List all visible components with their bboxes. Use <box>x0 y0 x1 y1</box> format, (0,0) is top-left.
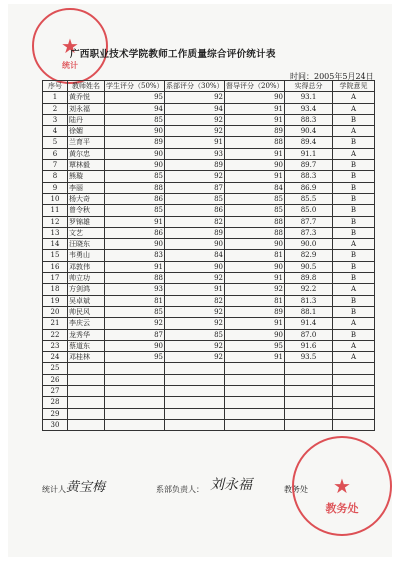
supervisor-score: 92 <box>225 284 285 295</box>
table-row <box>43 306 375 317</box>
star-icon: ★ <box>61 34 79 58</box>
college-opinion <box>333 386 375 397</box>
student-score <box>105 397 165 408</box>
dept-score: 92 <box>165 340 225 351</box>
teacher-name: 兰育平 <box>68 137 105 148</box>
supervisor-score: 85 <box>225 193 285 204</box>
total-score <box>285 374 333 385</box>
student-score: 94 <box>105 103 165 114</box>
teacher-name: 黄乔悦 <box>68 92 105 103</box>
supervisor-score: 88 <box>225 216 285 227</box>
college-opinion: A <box>333 239 375 250</box>
student-score: 90 <box>105 160 165 171</box>
college-opinion <box>333 363 375 374</box>
student-score: 85 <box>105 114 165 125</box>
dept-score <box>165 397 225 408</box>
document-page <box>8 4 392 557</box>
table-row <box>43 419 375 430</box>
student-score: 86 <box>105 193 165 204</box>
college-opinion: A <box>333 284 375 295</box>
dept-score: 92 <box>165 171 225 182</box>
table-row <box>43 193 375 204</box>
total-score: 90.4 <box>285 126 333 137</box>
row-number: 18 <box>43 284 68 295</box>
supervisor-score: 81 <box>225 250 285 261</box>
teacher-name: 邓敦伟 <box>68 261 105 272</box>
row-number: 23 <box>43 340 68 351</box>
header-supervisor-score: 督导评分（20%） <box>226 82 284 90</box>
dept-score: 84 <box>165 250 225 261</box>
college-opinion: B <box>333 273 375 284</box>
table-header-row <box>43 81 375 92</box>
dept-score: 92 <box>165 126 225 137</box>
dept-score: 86 <box>165 205 225 216</box>
teacher-name: 刘永福 <box>68 103 105 114</box>
teacher-name <box>68 397 105 408</box>
college-opinion: B <box>333 205 375 216</box>
college-opinion <box>333 419 375 430</box>
teacher-name: 汪晓东 <box>68 239 105 250</box>
total-score: 93.5 <box>285 352 333 363</box>
total-score: 87.3 <box>285 227 333 238</box>
student-score <box>105 374 165 385</box>
row-number: 10 <box>43 193 68 204</box>
table-row <box>43 250 375 261</box>
total-score: 89.4 <box>285 137 333 148</box>
table-row <box>43 340 375 351</box>
supervisor-score <box>225 374 285 385</box>
dept-score: 85 <box>165 329 225 340</box>
document-date: 时间：2005年5月24日 <box>290 72 374 81</box>
college-opinion: B <box>333 171 375 182</box>
dept-score: 93 <box>165 148 225 159</box>
teacher-name: 杨大奇 <box>68 193 105 204</box>
student-score: 83 <box>105 250 165 261</box>
college-opinion: A <box>333 103 375 114</box>
college-opinion: A <box>333 352 375 363</box>
student-score <box>105 363 165 374</box>
supervisor-score <box>225 397 285 408</box>
star-icon: ★ <box>333 474 351 498</box>
student-score: 90 <box>105 340 165 351</box>
table-row <box>43 363 375 374</box>
supervisor-score: 81 <box>225 295 285 306</box>
row-number: 8 <box>43 171 68 182</box>
table-row <box>43 216 375 227</box>
row-number: 28 <box>43 397 68 408</box>
supervisor-score: 89 <box>225 306 285 317</box>
teacher-name: 方剑鸿 <box>68 284 105 295</box>
college-opinion: A <box>333 126 375 137</box>
college-opinion: B <box>333 250 375 261</box>
supervisor-score: 91 <box>225 114 285 125</box>
total-score: 81.3 <box>285 295 333 306</box>
row-number: 4 <box>43 126 68 137</box>
seal-top-label: 统计 <box>62 61 78 70</box>
college-opinion <box>333 408 375 419</box>
dept-score: 92 <box>165 114 225 125</box>
table-row <box>43 273 375 284</box>
supervisor-score: 91 <box>225 148 285 159</box>
student-score: 85 <box>105 205 165 216</box>
dept-score: 91 <box>165 137 225 148</box>
row-number: 17 <box>43 273 68 284</box>
total-score: 85.0 <box>285 205 333 216</box>
dept-score: 87 <box>165 182 225 193</box>
total-score: 85.5 <box>285 193 333 204</box>
total-score: 88.1 <box>285 306 333 317</box>
header-total: 实得总分 <box>285 81 333 92</box>
student-score: 85 <box>105 171 165 182</box>
row-number: 20 <box>43 306 68 317</box>
supervisor-score: 90 <box>225 261 285 272</box>
college-opinion <box>333 397 375 408</box>
total-score <box>285 397 333 408</box>
dept-score: 90 <box>165 239 225 250</box>
table-row <box>43 160 375 171</box>
row-number: 24 <box>43 352 68 363</box>
table-row <box>43 239 375 250</box>
row-number: 1 <box>43 92 68 103</box>
total-score: 91.6 <box>285 340 333 351</box>
header-opinion: 学院意见 <box>333 81 375 92</box>
supervisor-score: 90 <box>225 329 285 340</box>
dept-score: 92 <box>165 92 225 103</box>
dept-score: 92 <box>165 352 225 363</box>
supervisor-score: 90 <box>225 92 285 103</box>
row-number: 30 <box>43 419 68 430</box>
row-number: 21 <box>43 318 68 329</box>
teacher-name: 罗锦雄 <box>68 216 105 227</box>
header-dept-score: 系部评分（30%） <box>166 82 224 90</box>
row-number: 5 <box>43 137 68 148</box>
college-opinion: B <box>333 329 375 340</box>
table-row <box>43 374 375 385</box>
stat-label: 统计人： <box>42 485 74 494</box>
teacher-name: 李庆云 <box>68 318 105 329</box>
row-number: 15 <box>43 250 68 261</box>
total-score: 87.0 <box>285 329 333 340</box>
supervisor-score: 90 <box>225 239 285 250</box>
table-row <box>43 386 375 397</box>
teacher-name: 曾令秋 <box>68 205 105 216</box>
supervisor-score <box>225 419 285 430</box>
teacher-name: 邓桂林 <box>68 352 105 363</box>
total-score <box>285 386 333 397</box>
teacher-name: 黄尔忠 <box>68 148 105 159</box>
office-seal <box>292 436 392 536</box>
total-score: 90.0 <box>285 239 333 250</box>
table-row <box>43 171 375 182</box>
table-row <box>43 352 375 363</box>
college-opinion: B <box>333 137 375 148</box>
teacher-name: 文艺 <box>68 227 105 238</box>
table-row <box>43 408 375 419</box>
total-score: 88.3 <box>285 114 333 125</box>
dept-score: 92 <box>165 273 225 284</box>
teacher-name: 覃林毅 <box>68 160 105 171</box>
college-opinion: B <box>333 193 375 204</box>
row-number: 25 <box>43 363 68 374</box>
table-row <box>43 329 375 340</box>
student-score: 90 <box>105 239 165 250</box>
teacher-name: 帅民风 <box>68 306 105 317</box>
table-row <box>43 318 375 329</box>
table-row <box>43 126 375 137</box>
student-score: 91 <box>105 261 165 272</box>
dept-score: 92 <box>165 306 225 317</box>
dept-label: 系部负责人： <box>156 485 204 494</box>
supervisor-score: 85 <box>225 205 285 216</box>
document-title: 广西职业技术学院教师工作质量综合评价统计表 <box>70 49 276 60</box>
teacher-name <box>68 386 105 397</box>
college-opinion: A <box>333 318 375 329</box>
total-score: 91.4 <box>285 318 333 329</box>
row-number: 3 <box>43 114 68 125</box>
teacher-name: 帅立功 <box>68 273 105 284</box>
supervisor-score <box>225 363 285 374</box>
student-score: 93 <box>105 284 165 295</box>
college-opinion: A <box>333 92 375 103</box>
teacher-name: 蔡道东 <box>68 340 105 351</box>
student-score: 95 <box>105 92 165 103</box>
table-row <box>43 227 375 238</box>
supervisor-score: 91 <box>225 352 285 363</box>
student-score: 87 <box>105 329 165 340</box>
dept-score: 82 <box>165 295 225 306</box>
total-score: 89.7 <box>285 160 333 171</box>
student-score: 81 <box>105 295 165 306</box>
header-name: 教师姓名 <box>68 81 105 92</box>
dept-score <box>165 408 225 419</box>
total-score <box>285 408 333 419</box>
seal-bottom-label: 教务处 <box>325 502 359 515</box>
total-score: 88.3 <box>285 171 333 182</box>
supervisor-score: 91 <box>225 273 285 284</box>
table-row <box>43 103 375 114</box>
college-opinion: B <box>333 114 375 125</box>
supervisor-score: 91 <box>225 318 285 329</box>
college-opinion: B <box>333 216 375 227</box>
student-score: 90 <box>105 126 165 137</box>
total-score: 86.9 <box>285 182 333 193</box>
dept-score: 94 <box>165 103 225 114</box>
supervisor-score: 88 <box>225 227 285 238</box>
row-number: 12 <box>43 216 68 227</box>
supervisor-score: 91 <box>225 103 285 114</box>
student-score: 90 <box>105 148 165 159</box>
total-score: 91.1 <box>285 148 333 159</box>
table-row <box>43 397 375 408</box>
total-score: 93.4 <box>285 103 333 114</box>
teacher-name: 徐媚 <box>68 126 105 137</box>
row-number: 11 <box>43 205 68 216</box>
dept-score: 90 <box>165 261 225 272</box>
row-number: 19 <box>43 295 68 306</box>
teacher-name: 龙秀华 <box>68 329 105 340</box>
row-number: 14 <box>43 239 68 250</box>
total-score: 93.1 <box>285 92 333 103</box>
table-row <box>43 92 375 103</box>
total-score <box>285 363 333 374</box>
row-number: 9 <box>43 182 68 193</box>
row-number: 16 <box>43 261 68 272</box>
college-opinion <box>333 374 375 385</box>
stat-signature: 黄宝梅 <box>66 480 106 495</box>
total-score: 92.2 <box>285 284 333 295</box>
teacher-name <box>68 363 105 374</box>
supervisor-score: 89 <box>225 126 285 137</box>
total-score <box>285 419 333 430</box>
college-opinion: B <box>333 261 375 272</box>
row-number: 2 <box>43 103 68 114</box>
college-opinion: B <box>333 295 375 306</box>
student-score: 88 <box>105 182 165 193</box>
dept-score: 91 <box>165 284 225 295</box>
student-score: 92 <box>105 318 165 329</box>
table-row <box>43 137 375 148</box>
college-opinion: B <box>333 306 375 317</box>
dept-score: 89 <box>165 227 225 238</box>
supervisor-score: 88 <box>225 137 285 148</box>
supervisor-score <box>225 386 285 397</box>
student-score: 88 <box>105 273 165 284</box>
table-row <box>43 284 375 295</box>
row-number: 26 <box>43 374 68 385</box>
teacher-name <box>68 419 105 430</box>
dept-signature: 刘永福 <box>210 477 252 493</box>
college-opinion: A <box>333 148 375 159</box>
college-opinion: B <box>333 227 375 238</box>
supervisor-score <box>225 408 285 419</box>
table-row <box>43 114 375 125</box>
row-number: 22 <box>43 329 68 340</box>
student-score: 86 <box>105 227 165 238</box>
supervisor-score: 84 <box>225 182 285 193</box>
dept-score <box>165 419 225 430</box>
table-row <box>43 205 375 216</box>
dept-score: 89 <box>165 160 225 171</box>
student-score: 95 <box>105 352 165 363</box>
total-score: 90.5 <box>285 261 333 272</box>
total-score: 82.9 <box>285 250 333 261</box>
table-row <box>43 295 375 306</box>
student-score: 89 <box>105 137 165 148</box>
college-opinion: A <box>333 340 375 351</box>
teacher-name: 吴卓斌 <box>68 295 105 306</box>
total-score: 89.8 <box>285 273 333 284</box>
header-no: 序号 <box>43 81 68 92</box>
supervisor-score: 91 <box>225 171 285 182</box>
dept-score: 92 <box>165 318 225 329</box>
student-score <box>105 386 165 397</box>
dept-score: 82 <box>165 216 225 227</box>
office-label: 教务处 <box>284 485 308 494</box>
table-row <box>43 182 375 193</box>
total-score: 87.7 <box>285 216 333 227</box>
header-student-score: 学生评分（50%） <box>106 82 164 90</box>
teacher-name: 韦勇山 <box>68 250 105 261</box>
teacher-name <box>68 374 105 385</box>
student-score <box>105 419 165 430</box>
dept-score <box>165 363 225 374</box>
row-number: 13 <box>43 227 68 238</box>
teacher-name: 陆丹 <box>68 114 105 125</box>
row-number: 29 <box>43 408 68 419</box>
evaluation-table <box>42 80 375 431</box>
table-row <box>43 261 375 272</box>
student-score <box>105 408 165 419</box>
supervisor-score: 90 <box>225 160 285 171</box>
student-score: 85 <box>105 306 165 317</box>
dept-score <box>165 374 225 385</box>
teacher-name: 李丽 <box>68 182 105 193</box>
college-opinion: B <box>333 182 375 193</box>
dept-score <box>165 386 225 397</box>
teacher-name: 熊璇 <box>68 171 105 182</box>
row-number: 27 <box>43 386 68 397</box>
teacher-name <box>68 408 105 419</box>
college-opinion: B <box>333 160 375 171</box>
row-number: 6 <box>43 148 68 159</box>
supervisor-score: 95 <box>225 340 285 351</box>
dept-score: 85 <box>165 193 225 204</box>
row-number: 7 <box>43 160 68 171</box>
table-row <box>43 148 375 159</box>
student-score: 91 <box>105 216 165 227</box>
